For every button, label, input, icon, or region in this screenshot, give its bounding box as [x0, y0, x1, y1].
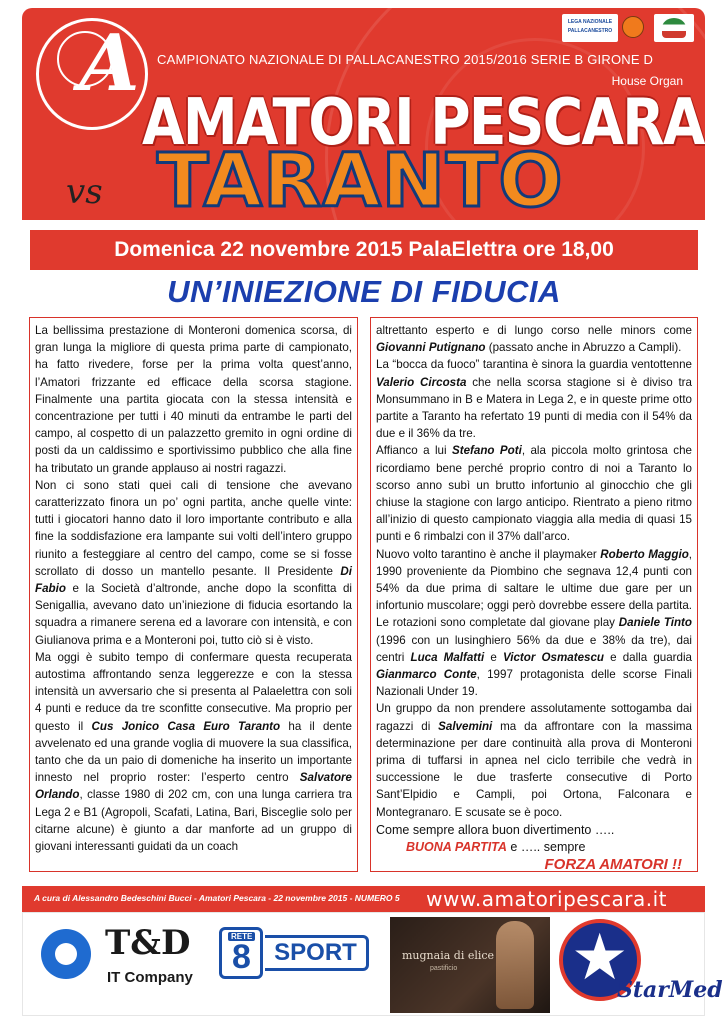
- championship-title: CAMPIONATO NAZIONALE DI PALLACANESTRO 2015/2016 SERIE B GIRONE D: [157, 52, 654, 67]
- credits: A cura di Alessandro Bedeschini Bucci - Amatori Pescara - 22 novembre 2015 - NUMERO 5: [34, 893, 400, 903]
- team-name: AMATORI PESCARA: [142, 86, 704, 160]
- opponent-name: TARANTO: [157, 138, 564, 224]
- buona-partita-rest: e ….. sempre: [506, 839, 586, 854]
- footer-bar: [22, 886, 705, 912]
- buona-partita-line: [376, 839, 692, 856]
- logo-letter: A: [79, 18, 140, 109]
- sponsor-starmed-name: StarMed: [617, 977, 723, 1003]
- sponsor-td-brand: T&D: [105, 923, 191, 963]
- match-date-bar: Domenica 22 novembre 2015 PalaElettra ore 18,00: [30, 230, 698, 270]
- rete8-box: [219, 927, 263, 979]
- fip-shield-logo: [654, 14, 694, 42]
- rete-sport: SPORT: [265, 935, 369, 971]
- sun-icon: [41, 929, 91, 979]
- star-icon: ★: [571, 921, 629, 993]
- vs-label: vs: [66, 172, 103, 212]
- website-link[interactable]: www.amatoripescara.it: [426, 887, 667, 911]
- buona-partita: BUONA PARTITA: [406, 839, 507, 854]
- rete-number: 8: [232, 938, 251, 976]
- article-column-right: [370, 317, 698, 872]
- sponsor-td-sub: IT Company: [107, 969, 193, 986]
- closing-line: Come sempre allora buon divertimento …..: [376, 822, 615, 837]
- figure-image: [496, 921, 534, 1009]
- rete-label: RETE: [228, 932, 255, 941]
- headline: UN’INIEZIONE DI FIDUCIA: [167, 274, 561, 309]
- basketball-icon: [622, 16, 644, 38]
- forza-amatori: FORZA AMATORI !!: [544, 856, 682, 872]
- article-text: La bellissima prestazione di Monteroni domenica scorsa, di gran lunga la migliore di questa prima parte di campionato, ha fatto rivedere, forse per la prima volta quest’anno, l’Amatori frizzante ed efficace della scorsa stagione. Finalmente una partita giocata con la stessa intensità e concentrazione per tutti i 40 minuti da entrambe le parti del campo, al cospetto di un palazzetto gremito in ogni ordine di posti da un caldissimo e sportivissimo pubblico che alla fine ha tributato un grande applauso ai nostri ragazzi. Non ci sono stati quei cali di tensione che avevano caratterizzato finora un po’ ogni partita, anche quelle vinte: tutti i giocatori hanno dato il loro importante contributo e alla fine la soddisfazione era lampante sui volti dell’intero gruppo riunito a festeggiare al centro del campo, come se si fosse scrollato di dosso un mantello pesante. Il Presidente Di Fabio e la Società d’altronde, anche dopo la sconfitta di Senigallia, avevano dato un’iniezione di fiducia esortando la squadra a rimanere serena ed a lavorare con intensità, e con Giulianova prima e a Monteroni poi, tutto ciò si è visto. Ma oggi è subito tempo di confermare questa recuperata autostima affrontando senza leggerezze e con la stessa intensità un avversario che si presenta al Palaelettra con soli 4 punti e reduce da tre sconfitte consecutive. Ma proprio per questo il Cus Jonico Casa Euro Taranto ha il dente avvelenato ed una grande voglia di muovere la sua classifica, tanto che da un paio di domeniche ha inserito un importante innesto nel proprio roster: l’esperto centro Salvatore Orlando, classe 1980 di 202 cm, con una lunga carriera tra Lega 2 e B1 (Agropoli, Scafati, Latina, Bari, Bisceglie solo per citarne alcune) è giunto a dar manforte ad un gruppo di giovani interessanti guidati da un coach: [35, 324, 352, 854]
- house-organ-label: House Organ: [611, 74, 683, 88]
- article-text: altrettanto esperto e di lungo corso nelle minors come Giovanni Putignano (passato anche in Abruzzo a Campli). La “bocca da fuoco” tarantina è sinora la guardia ventottenne Valerio Circosta che nella scorsa stagione si è diviso tra Monsummano in B e Matera in Lega 2, e in queste prime otto partite a Taranto ha refertato 19 punti di media con il 54% da due e il 36% da tre. Affianco a lui Stefano Poti, ala piccola molto grintosa che ricordiamo bene perché proprio contro di noi a Taranto lo scorso anno subì un brutto infortunio al ginocchio che gli chiuse la stagione con largo anticipo. Rientrato a pieno ritmo all’inizio di questo campionato viaggia alla media di quasi 15 punti e 6 rimbalzi con il 37% dall’arco. Nuovo volto tarantino è anche il playmaker Roberto Maggio, 1990 proveniente da Piombino che segnava 12,4 punti con 54% da due prima di saltare le ultime due gare per un infortunio muscolare; oggi però dovrebbe essere della partita. Le rotazioni sono completate dal giovane play Daniele Tinto (1996 con un lusinghiero 56% da due e 38% da tre), dai centri Luca Malfatti e Victor Osmatescu e dalla guardia Gianmarco Conte, 1997 protagonista delle scorse Finali Nazionali Under 19. Un gruppo da non prendere assolutamente sottogamba dai ragazzi di Salvemini ma da affrontare con la massima determinazione per dare continuità alla prova di Monteroni prima di tuffarsi in apnea nel ciclo terribile che vedrà in successione le due trasferte consecutive di Porto Sant’Elpidio e Campli, poi Ortona, Falconara e Montegranaro. E scusate se è poco.: [376, 324, 693, 819]
- sponsor-strip: [22, 912, 723, 1016]
- sponsor-rete8[interactable]: [219, 927, 369, 979]
- sponsor-mugnaia[interactable]: [390, 917, 550, 1013]
- sponsor-starmed[interactable]: [555, 915, 723, 1013]
- sponsor-td[interactable]: [33, 919, 203, 1009]
- amatori-logo: [36, 18, 148, 130]
- lega-logo: LEGA NAZIONALE PALLACANESTRO: [562, 14, 618, 42]
- sponsor-mugnaia-name: mugnaia di elice: [402, 949, 495, 962]
- article-column-left: [29, 317, 358, 872]
- sponsor-mugnaia-sub: pastificio: [430, 965, 458, 972]
